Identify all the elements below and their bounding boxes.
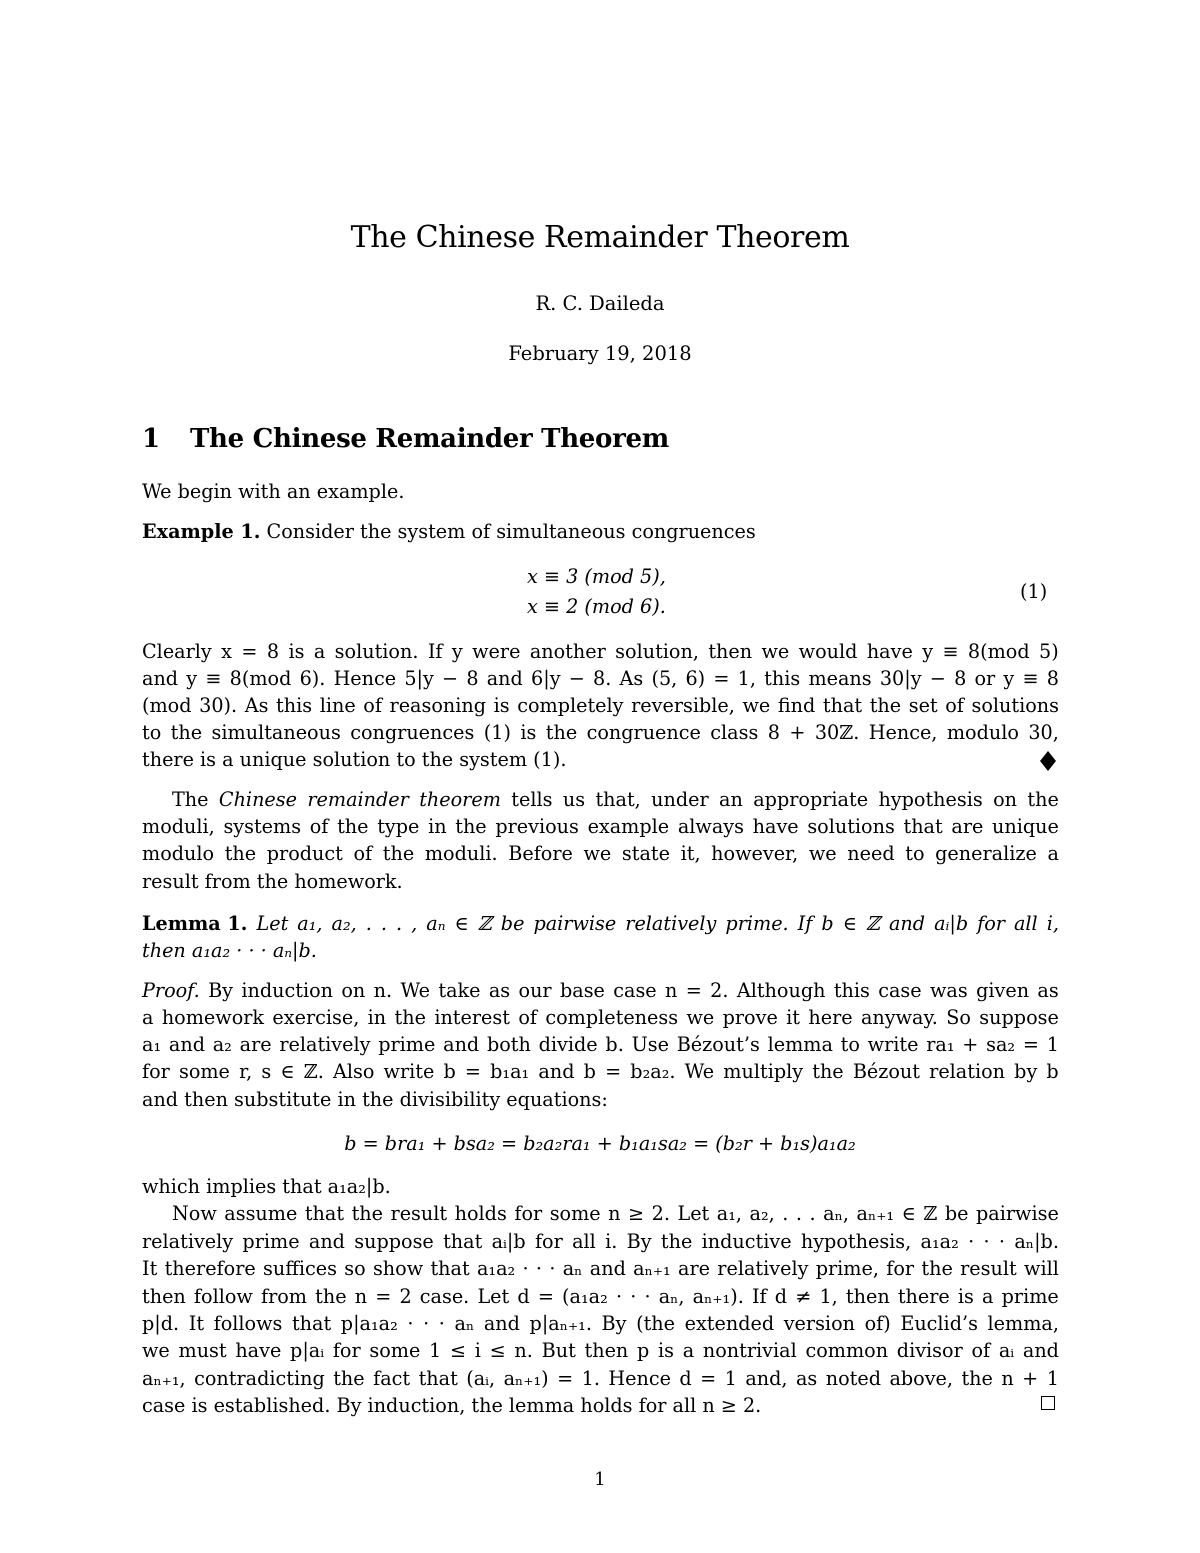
proof-line: Proof. By induction on n. We take as our base case n = 2. Although this case was given as <box>142 979 1059 1002</box>
section-number: 1 <box>142 424 160 454</box>
author: R. C. Daileda <box>535 292 665 315</box>
example-header <box>142 518 1059 545</box>
example-body-line: (mod 30). As this line of reasoning is completely reversible, we find that the set of solutions <box>142 694 1059 717</box>
example-body-line: Clearly x = 8 is a solution. If y were another solution, then we would have y ≡ 8(mod 5) <box>142 640 1059 663</box>
example-lead: Consider the system of simultaneous congruences <box>266 520 756 543</box>
crt-paragraph-line: The Chinese remainder theorem tells us that, under an appropriate hypothesis on the <box>172 788 1059 811</box>
proof-line: and then substitute in the divisibility equations: <box>142 1088 608 1111</box>
induction-line: case is established. By induction, the lemma holds for all n ≥ 2. <box>142 1394 762 1417</box>
induction-line: then follow from the n = 2 case. Let d = (a₁a₂ · · · aₙ, aₙ₊₁). If d ≠ 1, then there is a prime <box>142 1285 1059 1308</box>
induction-line: It therefore suffices so show that a₁a₂ · · · aₙ and aₙ₊₁ are relatively prime, for the result will <box>142 1257 1059 1280</box>
crt-paragraph-line: result from the homework. <box>142 870 403 893</box>
date: February 19, 2018 <box>508 342 692 365</box>
proof-line: a homework exercise, in the interest of completeness we prove it here anyway. So suppose <box>142 1006 1059 1029</box>
induction-line: Now assume that the result holds for some n ≥ 2. Let a₁, a₂, . . . aₙ, aₙ₊₁ ∈ ℤ be pairwise <box>172 1202 1059 1225</box>
example-body-line: to the simultaneous congruences (1) is the congruence class 8 + 30ℤ. Hence, modulo 30, <box>142 721 1059 744</box>
proof-line: for some r, s ∈ ℤ. Also write b = b₁a₁ and b = b₂a₂. We multiply the Bézout relation by b <box>142 1060 1059 1083</box>
page-number: 1 <box>594 1469 606 1490</box>
paper-title: The Chinese Remainder Theorem <box>350 220 850 255</box>
induction-line: relatively prime and suppose that aᵢ|b for all i. By the inductive hypothesis, a₁a₂ · · · aₙ|b. <box>142 1230 1059 1253</box>
proof-line: a₁ and a₂ are relatively prime and both divide b. Use Bézout’s lemma to write ra₁ + sa₂ = 1 <box>142 1033 1059 1056</box>
induction-line: aₙ₊₁, contradicting the fact that (aᵢ, aₙ₊₁) = 1. Hence d = 1 and, as noted above, the n + 1 <box>142 1367 1059 1390</box>
example-body-line: and y ≡ 8(mod 6). Hence 5|y − 8 and 6|y − 8. As (5, 6) = 1, this means 30|y − 8 or y ≡ 8 <box>142 667 1059 690</box>
crt-paragraph-line: modulo the product of the moduli. Before we state it, however, we need to generalize a <box>142 842 1059 865</box>
qed-square-icon <box>1041 1396 1055 1410</box>
proof-label: Proof. <box>142 979 200 1002</box>
diamond-icon <box>1037 750 1059 772</box>
section-heading <box>142 420 669 458</box>
lemma-line: then a₁a₂ · · · aₙ|b. <box>142 939 317 962</box>
example-body-line: there is a unique solution to the system (1). <box>142 748 567 771</box>
lemma-label: Lemma 1. <box>142 912 248 935</box>
congruence-1: x ≡ 3 (mod 5), <box>527 565 666 588</box>
example-label: Example 1. <box>142 520 261 543</box>
congruence-2: x ≡ 2 (mod 6). <box>527 595 666 618</box>
induction-line: we must have p|aᵢ for some 1 ≤ i ≤ n. But then p is a nontrivial common divisor of aᵢ and <box>142 1339 1059 1362</box>
lemma-line: Lemma 1. Let a₁, a₂, . . . , aₙ ∈ ℤ be pairwise relatively prime. If b ∈ ℤ and aᵢ|b for all i, <box>142 912 1059 935</box>
section-title: The Chinese Remainder Theorem <box>190 424 669 454</box>
crt-paragraph-line: moduli, systems of the type in the previous example always have solutions that are unique <box>142 815 1059 838</box>
after-display: which implies that a₁a₂|b. <box>142 1175 391 1198</box>
equation-number: (1) <box>1020 580 1048 603</box>
intro-text: We begin with an example. <box>142 480 405 503</box>
induction-line: p|d. It follows that p|a₁a₂ · · · aₙ and p|aₙ₊₁. By (the extended version of) Euclid’s lemma, <box>142 1312 1059 1335</box>
display-equation: b = bra₁ + bsa₂ = b₂a₂ra₁ + b₁a₁sa₂ = (b₂r + b₁s)a₁a₂ <box>344 1132 856 1155</box>
